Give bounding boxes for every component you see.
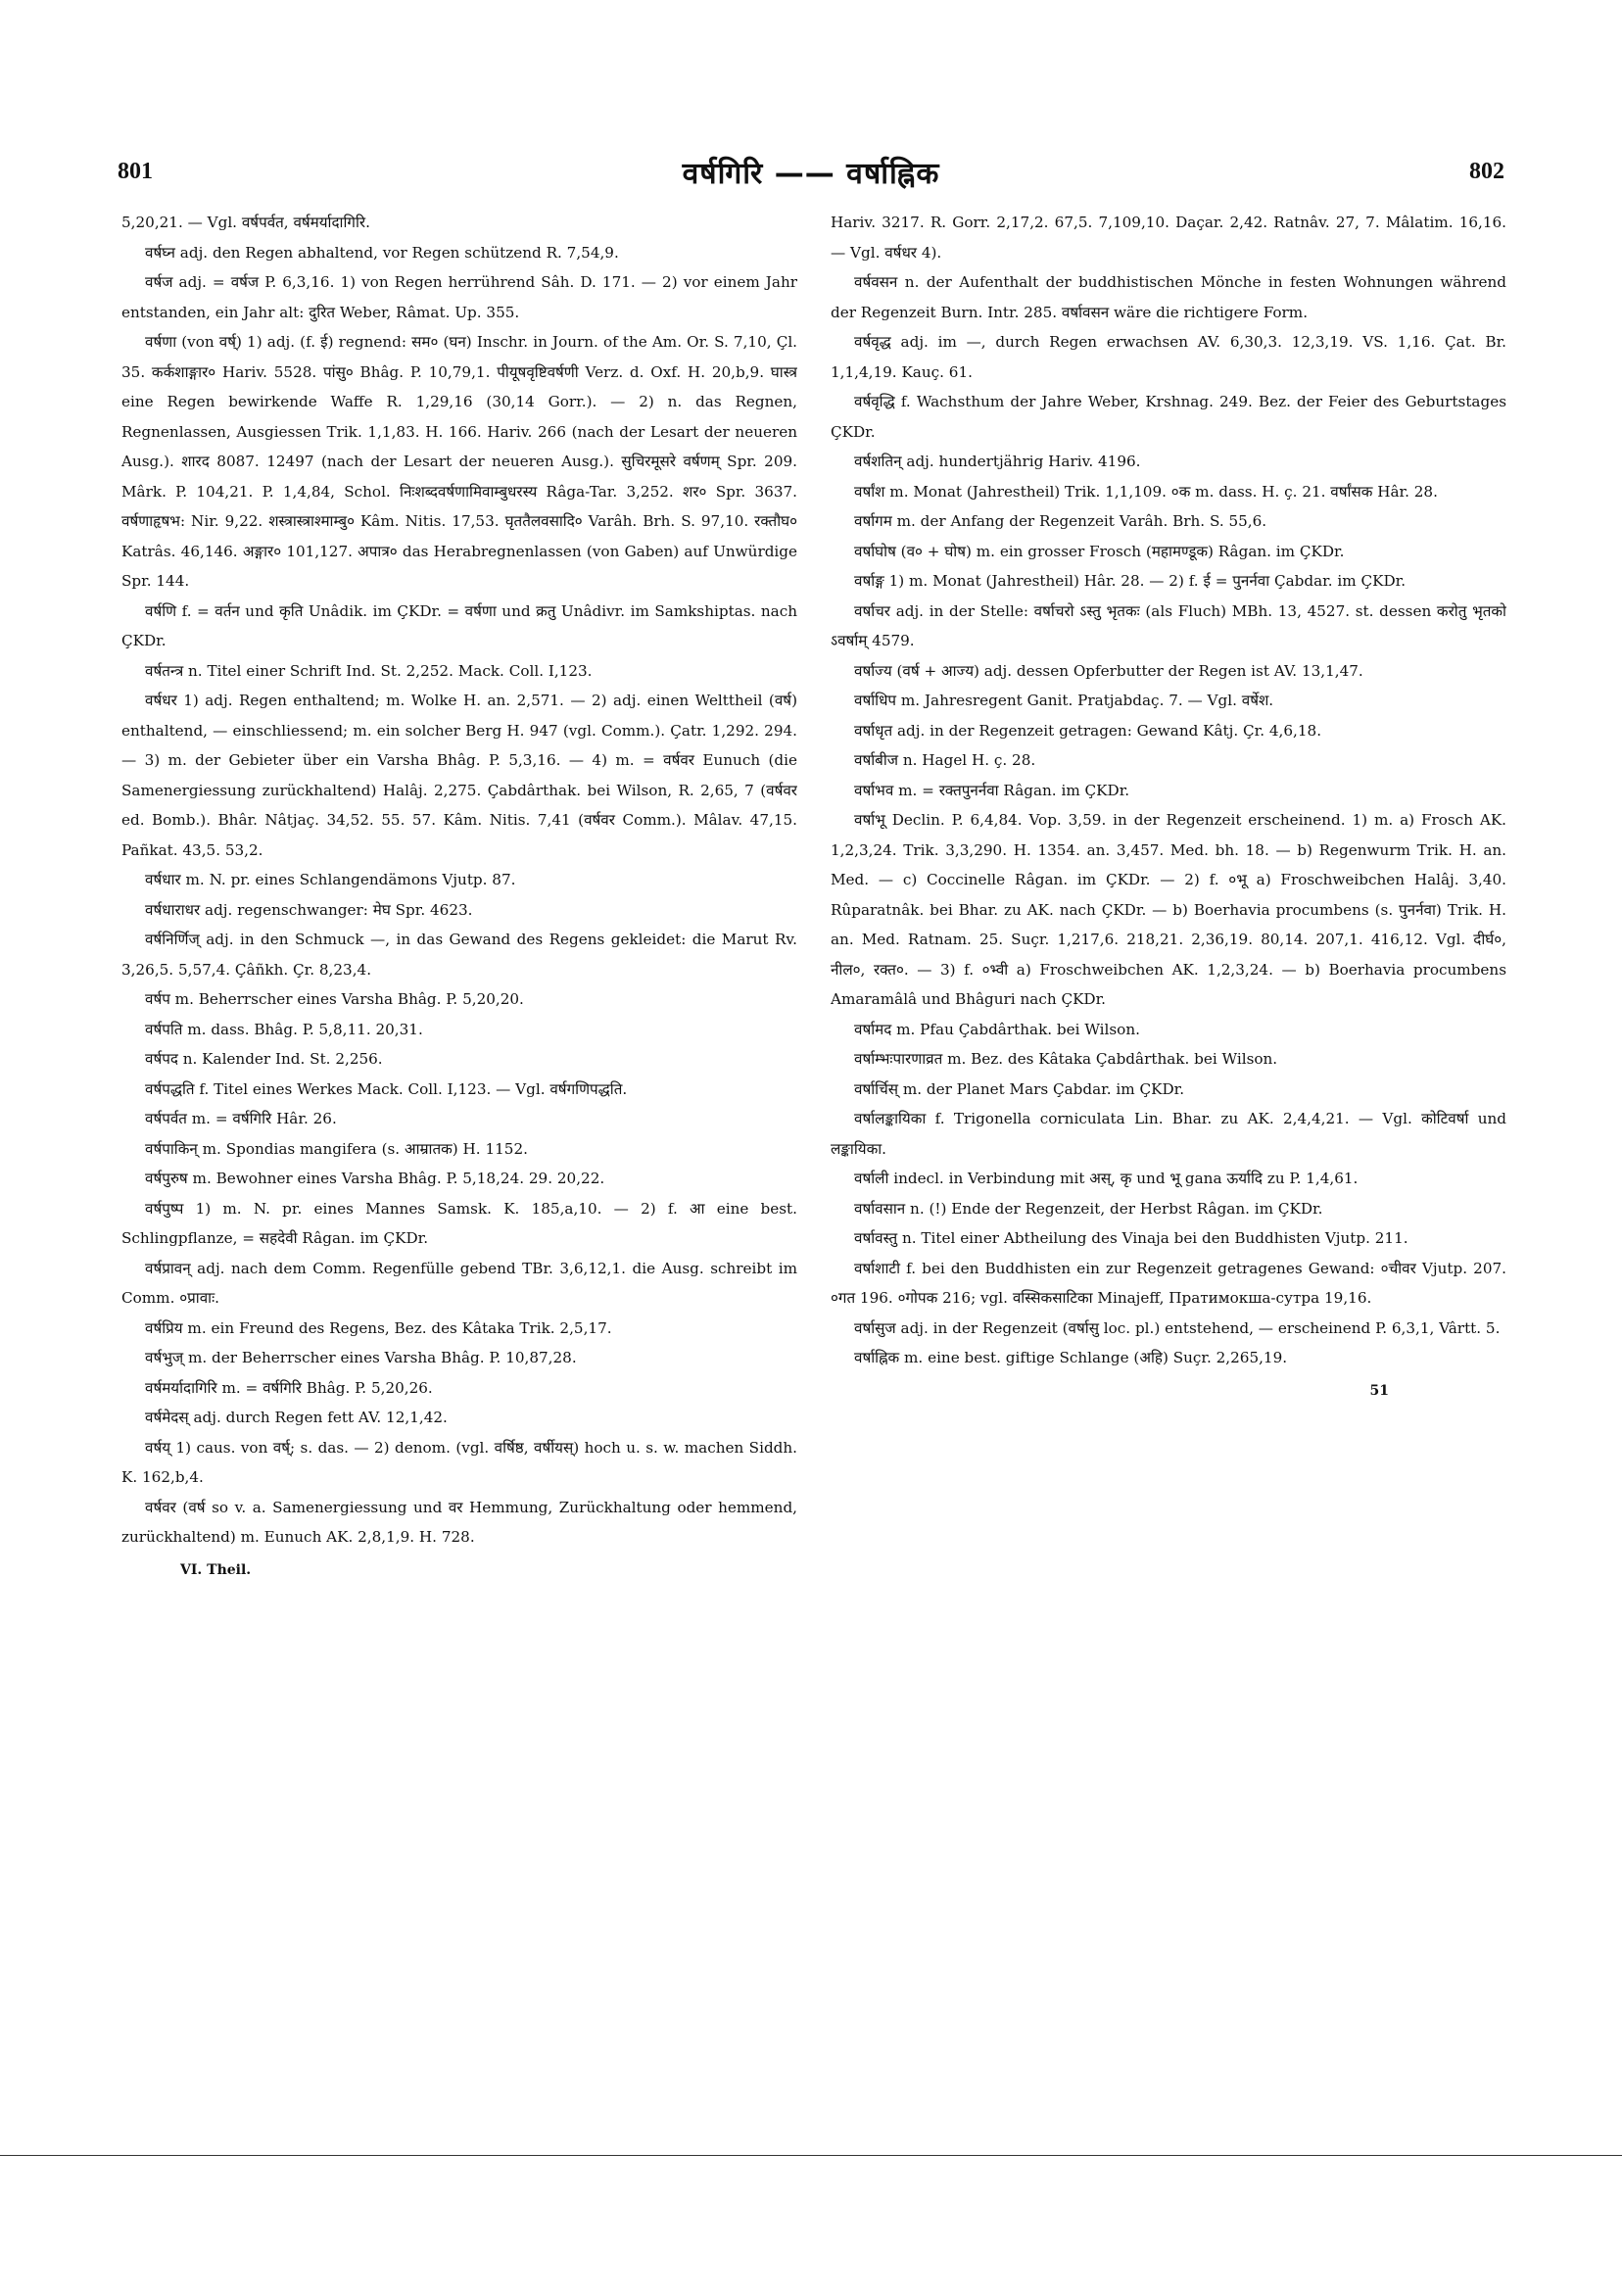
dictionary-entry: वर्षाधिप m. Jahresregent Ganit. Pratjabdaç. 7. — Vgl. वर्षेश.: [854, 692, 1274, 709]
dictionary-entry: वर्षप्रावन् adj. nach dem Comm. Regenfülle gebend TBr. 3,6,12,1. die Ausg. schreibt im Comm. ०प्रावाः.: [121, 1259, 797, 1307]
dictionary-entry: वर्षपर्वत m. = वर्षगिरि Hâr. 26.: [145, 1110, 337, 1127]
dictionary-entry: वर्षालङ्कायिका f. Trigonella corniculata Lin. Bhar. zu AK. 2,4,4,21. — Vgl. कोटिवर्षा und लङ्कायिका.: [831, 1110, 1506, 1158]
dictionary-entry: वर्षवृद्धि f. Wachsthum der Jahre Weber, Krshnag. 249. Bez. der Feier des Geburtstages ÇKDr.: [831, 393, 1506, 441]
dictionary-entry: वर्षपद्धति f. Titel eines Werkes Mack. Coll. I,123. — Vgl. वर्षगणिपद्धति.: [145, 1079, 628, 1098]
dictionary-entry: वर्षभुज् m. der Beherrscher eines Varsha Bhâg. P. 10,87,28.: [145, 1349, 577, 1366]
dictionary-entry: वर्षावसान n. (!) Ende der Regenzeit, der Herbst Râgan. im ÇKDr.: [854, 1199, 1323, 1218]
column-footer: [121, 1562, 797, 1578]
dictionary-entry: वर्षाबीज n. Hagel H. ç. 28.: [854, 751, 1036, 769]
dictionary-entry: वर्षपति m. dass. Bhâg. P. 5,8,11. 20,31.: [145, 1020, 423, 1038]
sheet-number: 51: [1369, 1382, 1389, 1399]
dictionary-entry: वर्षनिर्णिज् adj. in den Schmuck —, in das Gewand des Regens gekleidet: die Marut Rv. 3,26,5. 5,57,4. Çâñkh. Çr. 8,23,4.: [121, 931, 797, 979]
column-footer: [831, 1383, 1506, 1399]
dictionary-entry: वर्षाली indecl. in Verbindung mit अस्, कृ und भू gana ऊर्यादि zu P. 1,4,61.: [854, 1170, 1359, 1187]
dictionary-entry: वर्षाभव m. = रक्तपुनर्नवा Râgan. im ÇKDr.: [854, 781, 1130, 799]
dictionary-entry: वर्षशतिन् adj. hundertjährig Hariv. 4196.: [854, 453, 1141, 470]
right-column: [831, 208, 1506, 2088]
dictionary-entry: वर्षज adj. = वर्षज P. 6,3,16. 1) von Regen herrührend Sâh. D. 171. — 2) vor einem Jahr entstanden, ein Jahr alt: दुरित Weber, Râmat. Up. 355.: [121, 273, 797, 321]
dictionary-entry: वर्षामद m. Pfau Çabdârthak. bei Wilson.: [854, 1020, 1140, 1038]
dictionary-entry: Hariv. 3217. R. Gorr. 2,17,2. 67,5. 7,109,10. Daçar. 2,42. Ratnâv. 27, 7. Mâlatim. 16,16. — Vgl. वर्षधर 4).: [831, 214, 1506, 262]
dictionary-entry: वर्षपद n. Kalender Ind. St. 2,256.: [145, 1050, 383, 1068]
dictionary-entry: वर्षतन्त्र n. Titel einer Schrift Ind. St. 2,252. Mack. Coll. I,123.: [145, 661, 593, 680]
dictionary-entry: वर्षय् 1) caus. von वर्ष्; s. das. — 2) denom. (vgl. वर्षिष्ठ, वर्षीयस्) hoch u. s. w. machen Siddh. K. 162,b,4.: [121, 1438, 797, 1486]
dictionary-entry: वर्षवृद्ध adj. im —, durch Regen erwachsen AV. 6,30,3. 12,3,19. VS. 1,16. Çat. Br. 1,1,4,19. Kauç. 61.: [831, 333, 1506, 381]
page-header: [118, 147, 1504, 196]
dictionary-entry: वर्षधार m. N. pr. eines Schlangendämons Vjutp. 87.: [145, 871, 516, 888]
dictionary-entry: वर्षप m. Beherrscher eines Varsha Bhâg. P. 5,20,20.: [145, 990, 524, 1008]
dictionary-entry: 5,20,21. — Vgl. वर्षपर्वत, वर्षमर्यादागिरि.: [121, 214, 370, 231]
dictionary-entry: वर्षाह्निक m. eine best. giftige Schlange (अहि) Suçr. 2,265,19.: [854, 1349, 1288, 1366]
dictionary-entry: वर्षासुज adj. in der Regenzeit (वर्षासु loc. pl.) entstehend, — erscheinend P. 6,3,1, Vârtt. 5.: [854, 1318, 1501, 1337]
dictionary-entry: वर्षाघोष (व० + घोष) m. ein grosser Frosch (महामण्डूक) Râgan. im ÇKDr.: [854, 542, 1345, 560]
dictionary-entry: वर्षधर 1) adj. Regen enthaltend; m. Wolke H. an. 2,571. — 2) adj. einen Welttheil (वर्ष) enthaltend, — einschliessend; m. ein solcher Berg H. 947 (vgl. Comm.). Çatr. 1,292. 294. — 3) m. der Gebieter über ein Varsha Bhâg. P. 5,3,16. — 4) m. = वर्षवर Eunuch (die Samenergiessung zurückhaltend) Halâj. 2,275. Çabdârthak. bei Wilson, R. 2,65, 7 (वर्षवर ed. Bomb.). Bhâr. Nâtjaç. 34,52. 55. 57. Kâm. Nitis. 7,41 (वर्षवर Comm.). Mâlav. 47,15. Pañkat. 43,5. 53,2.: [121, 692, 797, 859]
dictionary-entry: वर्षाधृत adj. in der Regenzeit getragen: Gewand Kâtj. Çr. 4,6,18.: [854, 721, 1322, 740]
page-number-left: 801: [118, 158, 153, 184]
dictionary-entry: वर्षपुरुष m. Bewohner eines Varsha Bhâg. P. 5,18,24. 29. 20,22.: [145, 1170, 605, 1187]
dictionary-entry: वर्षाभू Declin. P. 6,4,84. Vop. 3,59. in der Regenzeit erscheinend. 1) m. a) Frosch AK. 1,2,3,24. Trik. 3,3,290. H. 1354. an. 3,457. Med. bh. 18. — b) Regenwurm Trik. H. an. Med. — c) Coccinelle Râgan. im ÇKDr. — 2) f. ०भू a) Froschweibchen Halâj. 3,40. Rûparatnâk. bei Bhar. zu AK. nach ÇKDr. — b) Boerhavia procumbens (s. पुनर्नवा) Trik. H. an. Med. Ratnam. 25. Suçr. 1,217,6. 218,21. 2,36,19. 80,14. 207,1. 416,12. Vgl. दीर्घ०, नील०, रक्त०. — 3) f. ०भ्वी a) Froschweibchen AK. 1,2,3,24. — b) Boerhavia procumbens Amaramâlâ und Bhâguri nach ÇKDr.: [831, 811, 1506, 1008]
dictionary-entry: वर्षांश m. Monat (Jahrestheil) Trik. 1,1,109. ०क m. dass. H. ç. 21. वर्षांसक Hâr. 28.: [854, 482, 1438, 501]
page-number-right: 802: [1469, 158, 1504, 184]
dictionary-entry: वर्षाशाटी f. bei den Buddhisten ein zur Regenzeit getragenes Gewand: ०चीवर Vjutp. 207. ०गत 196. ०गोपक 216; vgl. वस्सिकसाटिका Minajeff, Пратимокша-сутра 19,16.: [831, 1259, 1506, 1307]
left-column: [121, 208, 797, 2088]
running-title: वर्षगिरि —— वर्षाह्निक: [682, 156, 940, 191]
dictionary-entry: वर्षवसन n. der Aufenthalt der buddhistischen Mönche in festen Wohnungen während der Regenzeit Burn. Intr. 285. वर्षावसन wäre die richtigere Form.: [831, 273, 1506, 321]
dictionary-entry: वर्षाचर adj. in der Stelle: वर्षाचरो ऽस्तु भृतकः (als Fluch) MBh. 13, 4527. st. dessen करोतु भृतको ऽवर्षाम् 4579.: [831, 601, 1506, 649]
text-columns: [121, 208, 1506, 2088]
dictionary-entry: वर्षार्चिस् m. der Planet Mars Çabdar. im ÇKDr.: [854, 1079, 1185, 1098]
dictionary-entry: वर्षाम्भःपारणाव्रत m. Bez. des Kâtaka Çabdârthak. bei Wilson.: [854, 1050, 1278, 1068]
dictionary-entry: वर्षपुष्प 1) m. N. pr. eines Mannes Samsk. K. 185,a,10. — 2) f. आ eine best. Schlingpflanze, = सहदेवी Râgan. im ÇKDr.: [121, 1199, 797, 1247]
dictionary-entry: वर्षणा (von वर्ष्) 1) adj. (f. ई) regnend: सम० (घन) Inschr. in Journ. of the Am. Or. S. 7,10, Çl. 35. कर्कशाङ्गार० Hariv. 5528. पांसु० Bhâg. P. 10,79,1. पीयूषवृष्टिवर्षणी Verz. d. Oxf. H. 20,b,9. घास्त्र eine Regen bewirkende Waffe R. 1,29,16 (30,14 Gorr.). — 2) n. das Regnen, Regnenlassen, Ausgiessen Trik. 1,1,83. H. 166. Hariv. 266 (nach der Lesart der neueren Ausg.). शारद 8087. 12497 (nach der Lesart der neueren Ausg.). सुचिरमूसरे वर्षणम् Spr. 209. Mârk. P. 104,21. P. 1,4,84, Schol. निःशब्दवर्षणामिवाम्बुधरस्य Râga-Tar. 3,252. शर० Spr. 3637. वर्षणाहृषभ: Nir. 9,22. शस्त्रास्त्राश्माम्बु० Kâm. Nitis. 17,53. घृततैलवसादि० Varâh. Brh. S. 97,10. रक्तौघ० Katrâs. 46,146. अङ्गार० 101,127. अपात्र० das Herabregnenlassen (von Gaben) auf Unwürdige Spr. 144.: [121, 333, 797, 590]
dictionary-entry: वर्षणि f. = वर्तन und कृति Unâdik. im ÇKDr. = वर्षणा und क्रतु Unâdivr. im Samkshiptas. nach ÇKDr.: [121, 601, 797, 649]
dictionary-entry: वर्षघ्न adj. den Regen abhaltend, vor Regen schützend R. 7,54,9.: [145, 243, 619, 262]
dictionary-entry: वर्षावस्तु n. Titel einer Abtheilung des Vinaja bei den Buddhisten Vjutp. 211.: [854, 1229, 1408, 1247]
bottom-rule: [0, 2155, 1622, 2156]
signature-mark: VI. Theil.: [180, 1561, 252, 1578]
dictionary-entry: वर्षमर्यादागिरि m. = वर्षगिरि Bhâg. P. 5,20,26.: [145, 1378, 433, 1397]
dictionary-entry: वर्षवर (वर्ष so v. a. Samenergiessung und वर Hemmung, Zurückhaltung oder hemmend, zurückhaltend) m. Eunuch AK. 2,8,1,9. H. 728.: [121, 1498, 797, 1546]
dictionary-entry: वर्षाङ्ग 1) m. Monat (Jahrestheil) Hâr. 28. — 2) f. ई = पुनर्नवा Çabdar. im ÇKDr.: [854, 572, 1407, 590]
dictionary-entry: वर्षाज्य (वर्ष + आज्य) adj. dessen Opferbutter der Regen ist AV. 13,1,47.: [854, 661, 1363, 680]
dictionary-entry: वर्षधाराधर adj. regenschwanger: मेघ Spr. 4623.: [145, 900, 473, 919]
dictionary-entry: वर्षागम m. der Anfang der Regenzeit Varâh. Brh. S. 55,6.: [854, 512, 1267, 530]
dictionary-entry: वर्षप्रिय m. ein Freund des Regens, Bez. des Kâtaka Trik. 2,5,17.: [145, 1318, 612, 1337]
dictionary-entry: वर्षपाकिन् m. Spondias mangifera (s. आम्रातक) H. 1152.: [145, 1139, 528, 1158]
dictionary-entry: वर्षमेदस् adj. durch Regen fett AV. 12,1,42.: [145, 1409, 448, 1426]
